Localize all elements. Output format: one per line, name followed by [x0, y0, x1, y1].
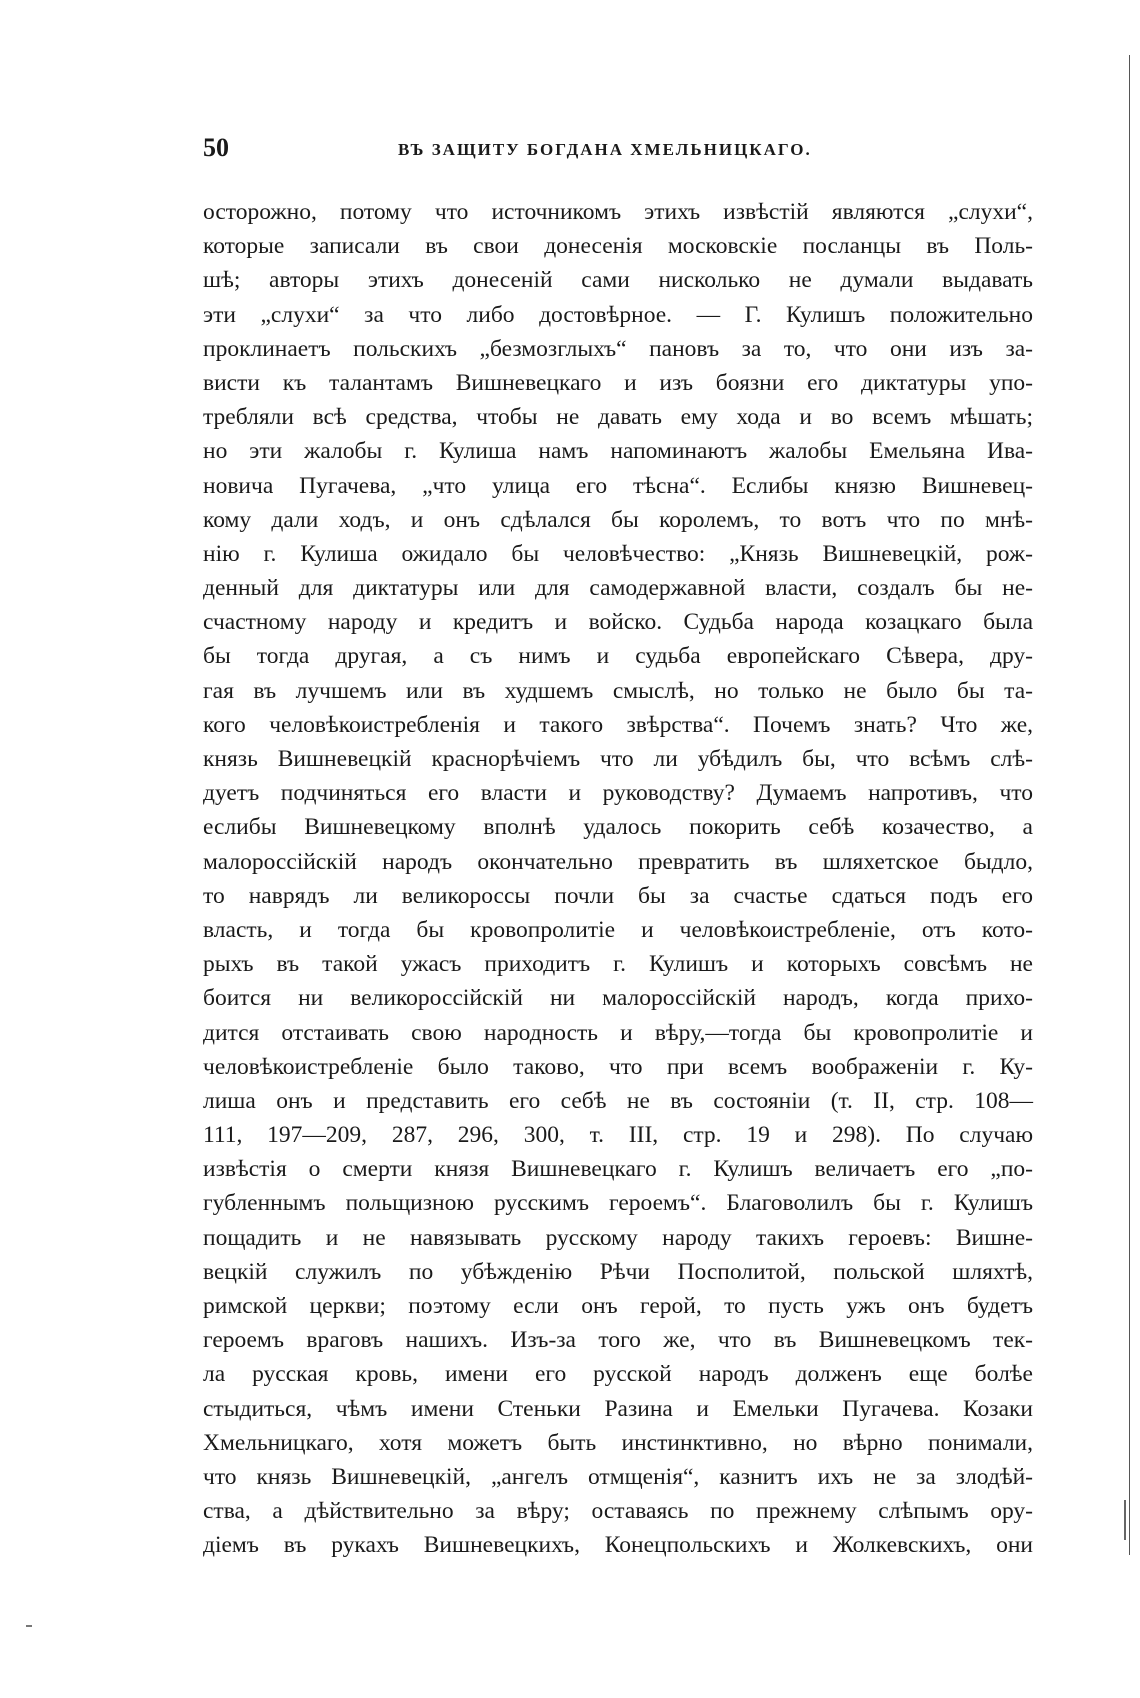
- text-line: боится ни великороссійскій ни малороссійскій народъ, когда прихо-: [203, 985, 1033, 1012]
- text-line: требляли всѣ средства, чтобы не давать ему хода и во всемъ мѣшать;: [203, 404, 1033, 431]
- text-line: кого человѣкоистребленія и такого звѣрства“. Почемъ знать? Что же,: [203, 711, 1033, 738]
- text-line: ства, а дѣйствительно за вѣру; оставаясь по прежнему слѣпымъ ору-: [203, 1498, 1033, 1525]
- text-line: то наврядъ ли великороссы почли бы за счастье сдаться подъ его: [203, 882, 1033, 909]
- text-line: шѣ; авторы этихъ донесеній сами нисколько не думали выдавать: [203, 267, 1033, 294]
- scan-mark: [1124, 1500, 1126, 1540]
- text-line: человѣкоистребленіе было таково, что при всемъ воображеніи г. Ку-: [203, 1053, 1033, 1080]
- text-line: діемъ въ рукахъ Вишневецкихъ, Конецпольскихъ и Жолкевскихъ, они: [203, 1532, 1033, 1559]
- text-line: что князь Вишневецкій, „ангелъ отмщенія“, казнитъ ихъ не за злодѣй-: [203, 1463, 1033, 1490]
- page-number: 50: [203, 133, 229, 162]
- text-line: римской церкви; поэтому если онъ герой, то пусть ужъ онъ будетъ: [203, 1293, 1033, 1319]
- text-line: бы тогда другая, а съ нимъ и судьба европейскаго Сѣвера, дру-: [203, 643, 1033, 670]
- page-edge-rule: [1129, 55, 1130, 1555]
- text-line: князь Вишневецкій краснорѣчіемъ что ли убѣдилъ бы, что всѣмъ слѣ-: [203, 746, 1033, 772]
- text-line: пощадить и не навязывать русскому народу такихъ героевъ: Вишне-: [203, 1224, 1033, 1251]
- scan-mark: [26, 1625, 32, 1627]
- text-line: вецкій служилъ по убѣжденію Рѣчи Посполитой, польской шляхтѣ,: [203, 1258, 1033, 1285]
- text-line: гая въ лучшемъ или въ худшемъ смыслѣ, но только не было бы та-: [203, 677, 1033, 704]
- text-line: проклинаетъ польскихъ „безмозглыхъ“ пановъ за то, что они изъ за-: [203, 335, 1033, 362]
- text-line: героемъ враговъ нашихъ. Изъ-за того же, что въ Вишневецкомъ тек-: [203, 1327, 1033, 1354]
- running-title: ВЪ ЗАЩИТУ БОГДАНА ХМЕЛЬНИЦКАГО.: [398, 140, 812, 159]
- text-line: нію г. Кулиша ожидало бы человѣчество: „Князь Вишневецкій, рож-: [203, 540, 1033, 567]
- text-line: рыхъ въ такой ужасъ приходитъ г. Кулишъ и которыхъ совсѣмъ не: [203, 951, 1033, 978]
- text-line: стыдиться, чѣмъ имени Стеньки Разина и Емельки Пугачева. Козаки: [203, 1395, 1033, 1422]
- text-line: извѣстія о смерти князя Вишневецкаго г. Кулишъ величаетъ его „по-: [203, 1156, 1033, 1183]
- text-line: дится отстаивать свою народность и вѣру,—тогда бы кровопролитіе и: [203, 1019, 1033, 1046]
- text-line: денный для диктатуры или для самодержавной власти, создалъ бы не-: [203, 575, 1033, 602]
- text-line: Хмельницкаго, хотя можетъ быть инстинктивно, но вѣрно понимали,: [203, 1429, 1033, 1456]
- text-line: но эти жалобы г. Кулиша намъ напоминаютъ жалобы Емельяна Ива-: [203, 438, 1033, 465]
- text-line: 111, 197—209, 287, 296, 300, т. III, стр. 19 и 298). По случаю: [203, 1122, 1033, 1149]
- text-line: осторожно, потому что источникомъ этихъ извѣстій являются „слухи“,: [203, 199, 1033, 225]
- text-line: власть, и тогда бы кровопролитіе и человѣкоистребленіе, отъ кото-: [203, 916, 1033, 943]
- text-line: эти „слухи“ за что либо достовѣрное. — Г. Кулишъ положительно: [203, 301, 1033, 328]
- text-line: которые записали въ свои донесенія московскіе посланцы въ Поль-: [203, 233, 1033, 260]
- text-line: дуетъ подчиняться его власти и руководству? Думаемъ напротивъ, что: [203, 780, 1033, 807]
- text-line: висти къ талантамъ Вишневецкаго и изъ боязни его диктатуры упо-: [203, 369, 1033, 396]
- text-line: счастному народу и кредитъ и войско. Судьба народа козацкаго была: [203, 609, 1033, 636]
- text-line: лиша онъ и представить его себѣ не въ состояніи (т. II, стр. 108—: [203, 1087, 1033, 1114]
- text-line: губленнымъ польщизною русскимъ героемъ“. Благоволилъ бы г. Кулишъ: [203, 1190, 1033, 1217]
- text-line: ла русская кровь, имени его русской народъ долженъ еще болѣе: [203, 1361, 1033, 1388]
- text-line: еслибы Вишневецкому вполнѣ удалось покорить себѣ козачество, а: [203, 814, 1033, 841]
- text-line: кому дали ходъ, и онъ сдѣлался бы королемъ, то вотъ что по мнѣ-: [203, 506, 1033, 533]
- body-text: [203, 195, 1033, 1563]
- page-header: [203, 133, 1033, 173]
- text-line: малороссійскій народъ окончательно превратить въ шляхетское быдло,: [203, 848, 1033, 875]
- text-line: новича Пугачева, „что улица его тѣсна“. Еслибы князю Вишневец-: [203, 472, 1033, 499]
